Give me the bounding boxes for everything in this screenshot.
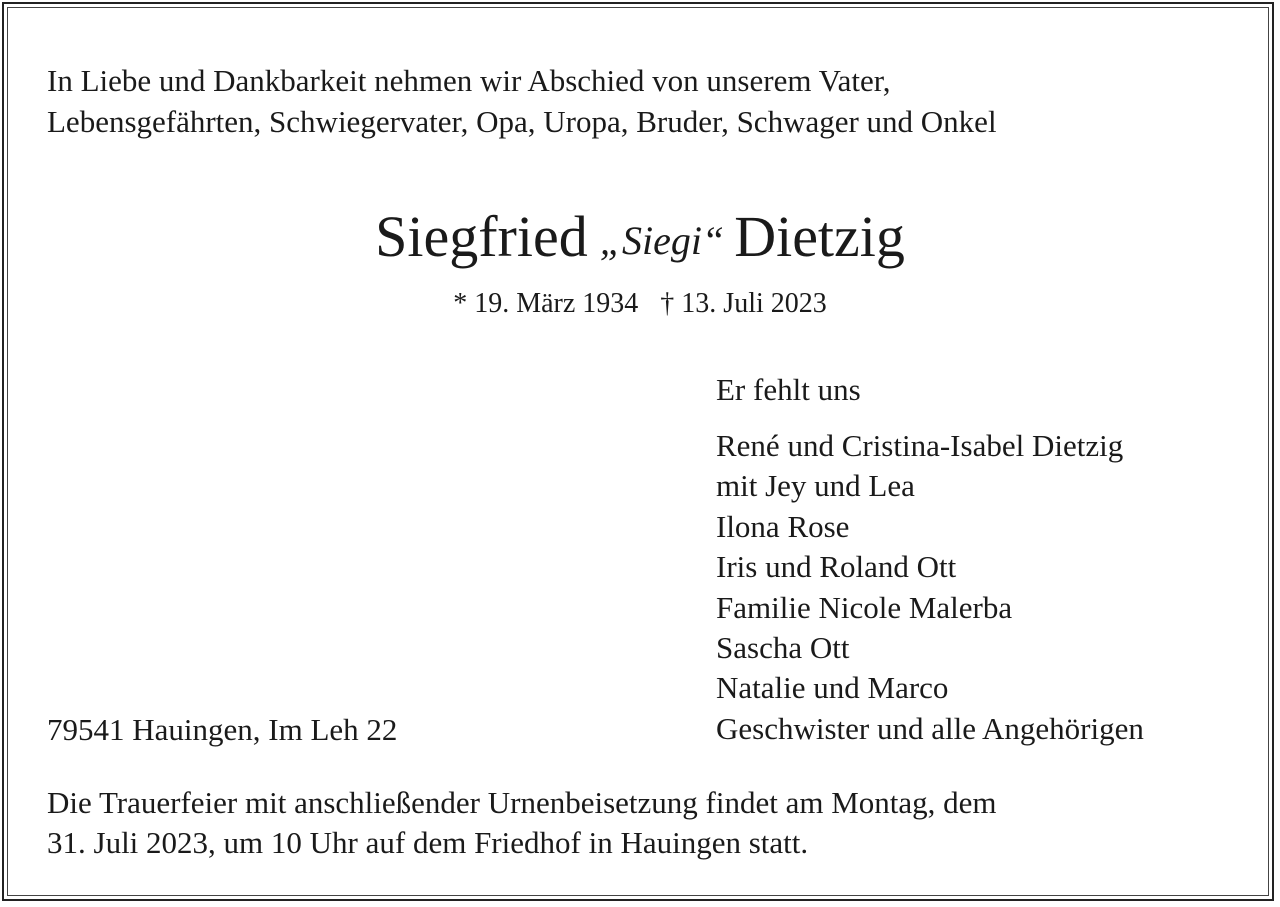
- death-date: † 13. Juli 2023: [660, 288, 827, 319]
- survivor-entry: mit Jey und Lea: [716, 468, 915, 504]
- intro-text: [47, 60, 1227, 142]
- first-name: Siegfried: [375, 204, 588, 269]
- survivor-entry: Ilona Rose: [716, 508, 850, 544]
- survivor-entry: Sascha Ott: [716, 630, 850, 666]
- nickname: „Siegi“: [599, 218, 725, 263]
- funeral-notice: [47, 783, 1227, 863]
- intro-line-2: Lebensgefährten, Schwiegervater, Opa, Uropa, Bruder, Schwager und Onkel: [47, 104, 997, 139]
- survivor-entry: Iris und Roland Ott: [716, 549, 957, 585]
- survivors-list: [716, 426, 1144, 749]
- miss-text: Er fehlt uns: [716, 372, 861, 407]
- survivor-entry: René und Cristina-Isabel Dietzig: [716, 428, 1124, 463]
- life-dates: [0, 285, 1280, 323]
- survivor-entry: Familie Nicole Malerba: [716, 589, 1013, 625]
- survivor-entry: Geschwister und alle Angehörigen: [716, 710, 1144, 746]
- survivor-entry: Natalie und Marco: [716, 670, 949, 706]
- address: 79541 Hauingen, Im Leh 22: [47, 712, 398, 747]
- deceased-name: [0, 198, 1280, 280]
- birth-date: * 19. März 1934: [453, 288, 639, 319]
- funeral-line-1: Die Trauerfeier mit anschließender Urnenbeisetzung findet am Montag, dem: [47, 785, 997, 820]
- intro-line-1: In Liebe und Dankbarkeit nehmen wir Abschied von unserem Vater,: [47, 63, 891, 98]
- last-name: Dietzig: [734, 204, 905, 269]
- funeral-line-2: 31. Juli 2023, um 10 Uhr auf dem Friedhof in Hauingen statt.: [47, 825, 809, 860]
